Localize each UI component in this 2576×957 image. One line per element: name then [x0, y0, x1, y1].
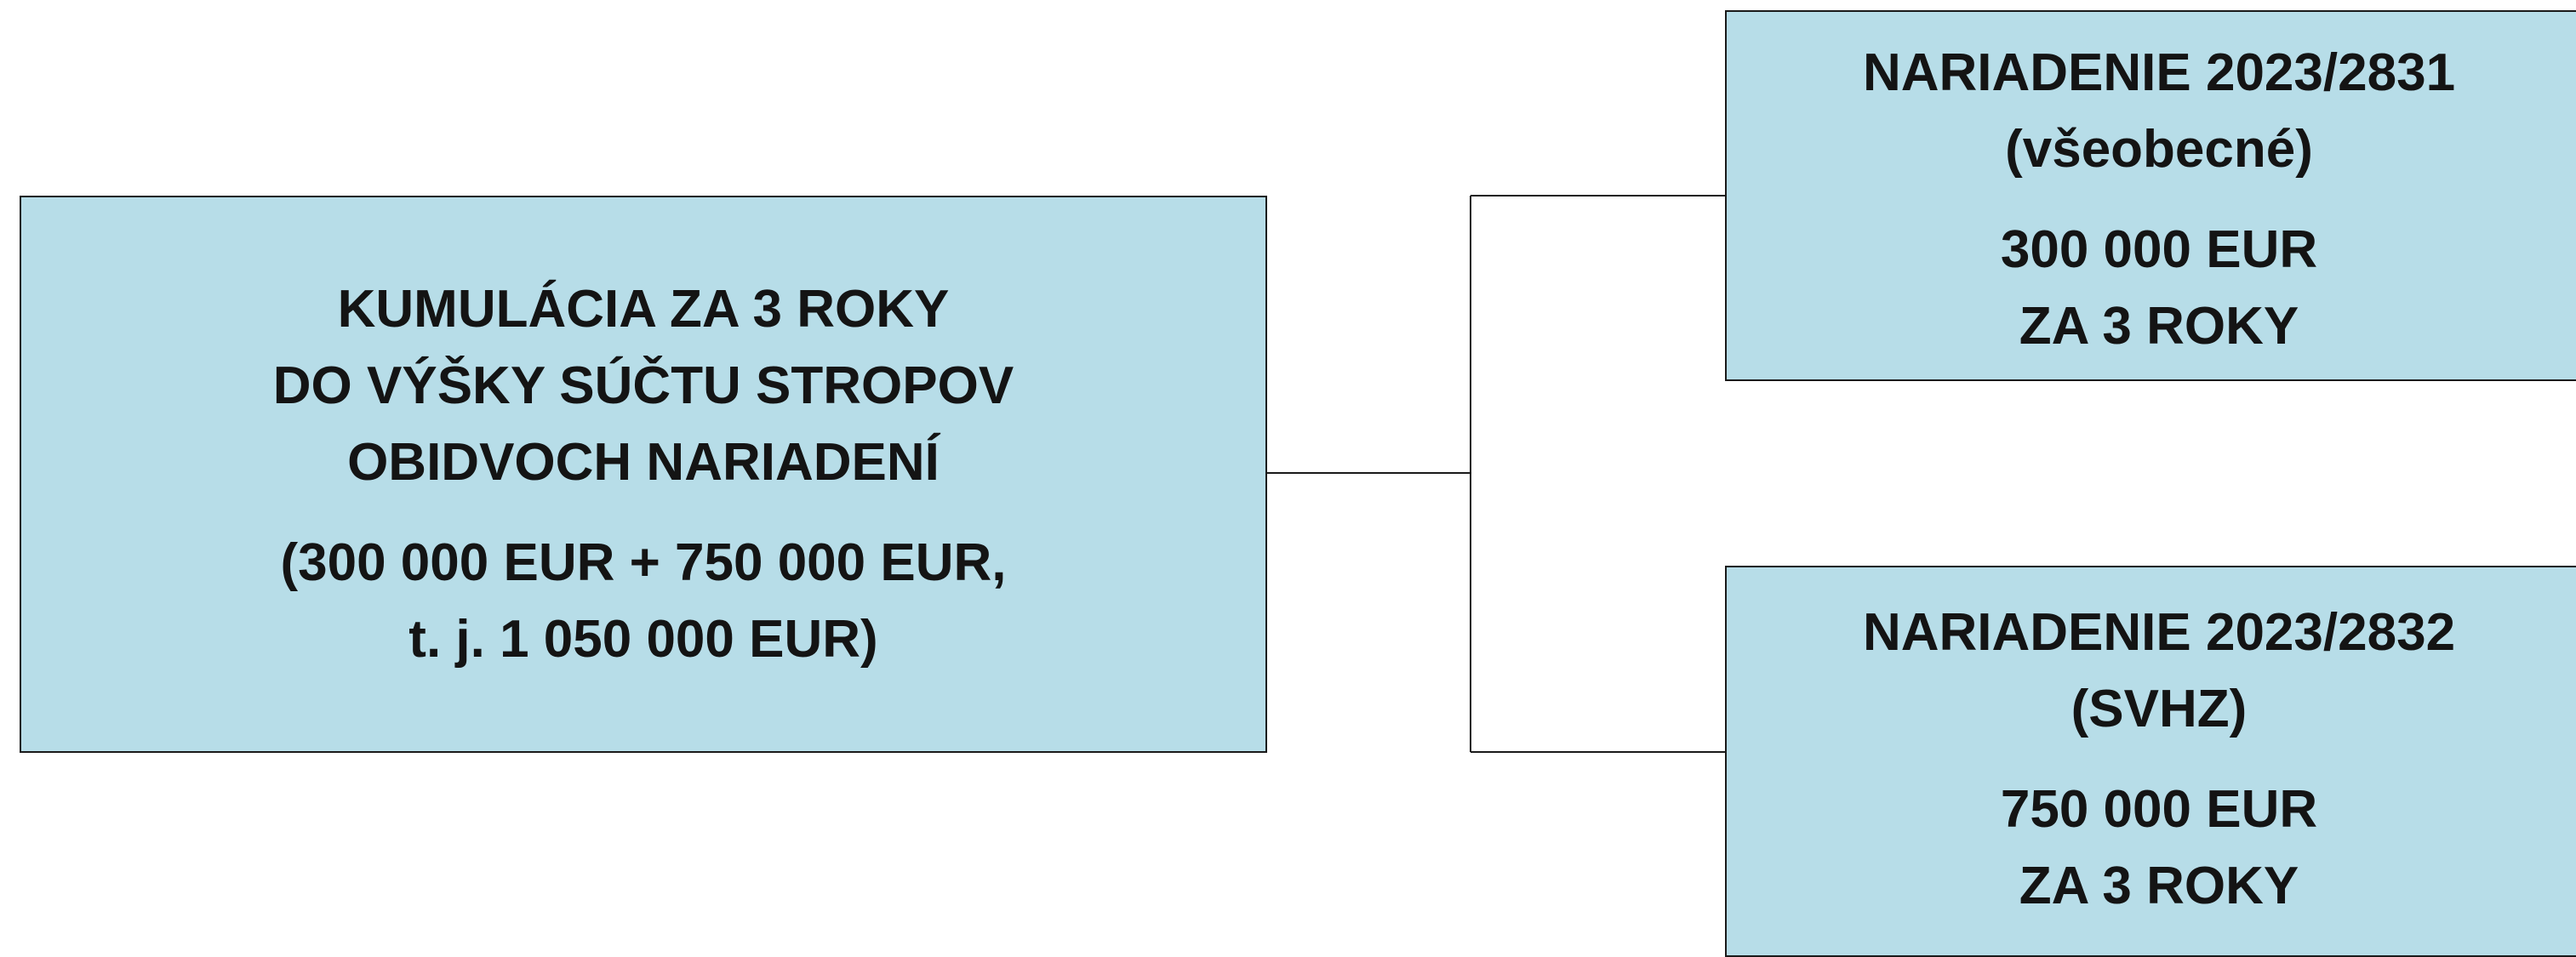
regulation-general-ceiling [2001, 212, 2317, 365]
regulation-sgei-title: NARIADENIE 2023/2832 [1862, 603, 2456, 662]
cumulation-box [20, 196, 1267, 753]
cumulation-line-3: OBIDVOCH NARIADENÍ [347, 432, 940, 492]
cumulation-amounts [280, 525, 1006, 678]
cumulation-sum-line-1: (300 000 EUR + 750 000 EUR, [280, 533, 1007, 592]
regulation-sgei-ceiling [2001, 772, 2317, 925]
regulation-sgei-amount: 750 000 EUR [2000, 780, 2318, 839]
cumulation-line-1: KUMULÁCIA ZA 3 ROKY [337, 279, 950, 339]
regulation-general-heading [1863, 35, 2455, 188]
regulation-sgei-box [1725, 566, 2576, 957]
regulation-sgei-subtitle: (SVHZ) [2071, 680, 2248, 738]
cumulation-sum-line-2: t. j. 1 050 000 EUR) [408, 609, 878, 669]
regulation-sgei-heading [1863, 595, 2455, 748]
regulation-general-period: ZA 3 ROKY [2019, 297, 2299, 356]
regulation-general-title: NARIADENIE 2023/2831 [1862, 43, 2456, 102]
regulation-sgei-period: ZA 3 ROKY [2019, 857, 2299, 915]
regulation-general-amount: 300 000 EUR [2000, 220, 2318, 279]
regulation-general-box [1725, 10, 2576, 381]
cumulation-heading [273, 271, 1014, 501]
cumulation-line-2: DO VÝŠKY SÚČTU STROPOV [272, 356, 1014, 415]
regulation-general-subtitle: (všeobecné) [2005, 120, 2313, 179]
